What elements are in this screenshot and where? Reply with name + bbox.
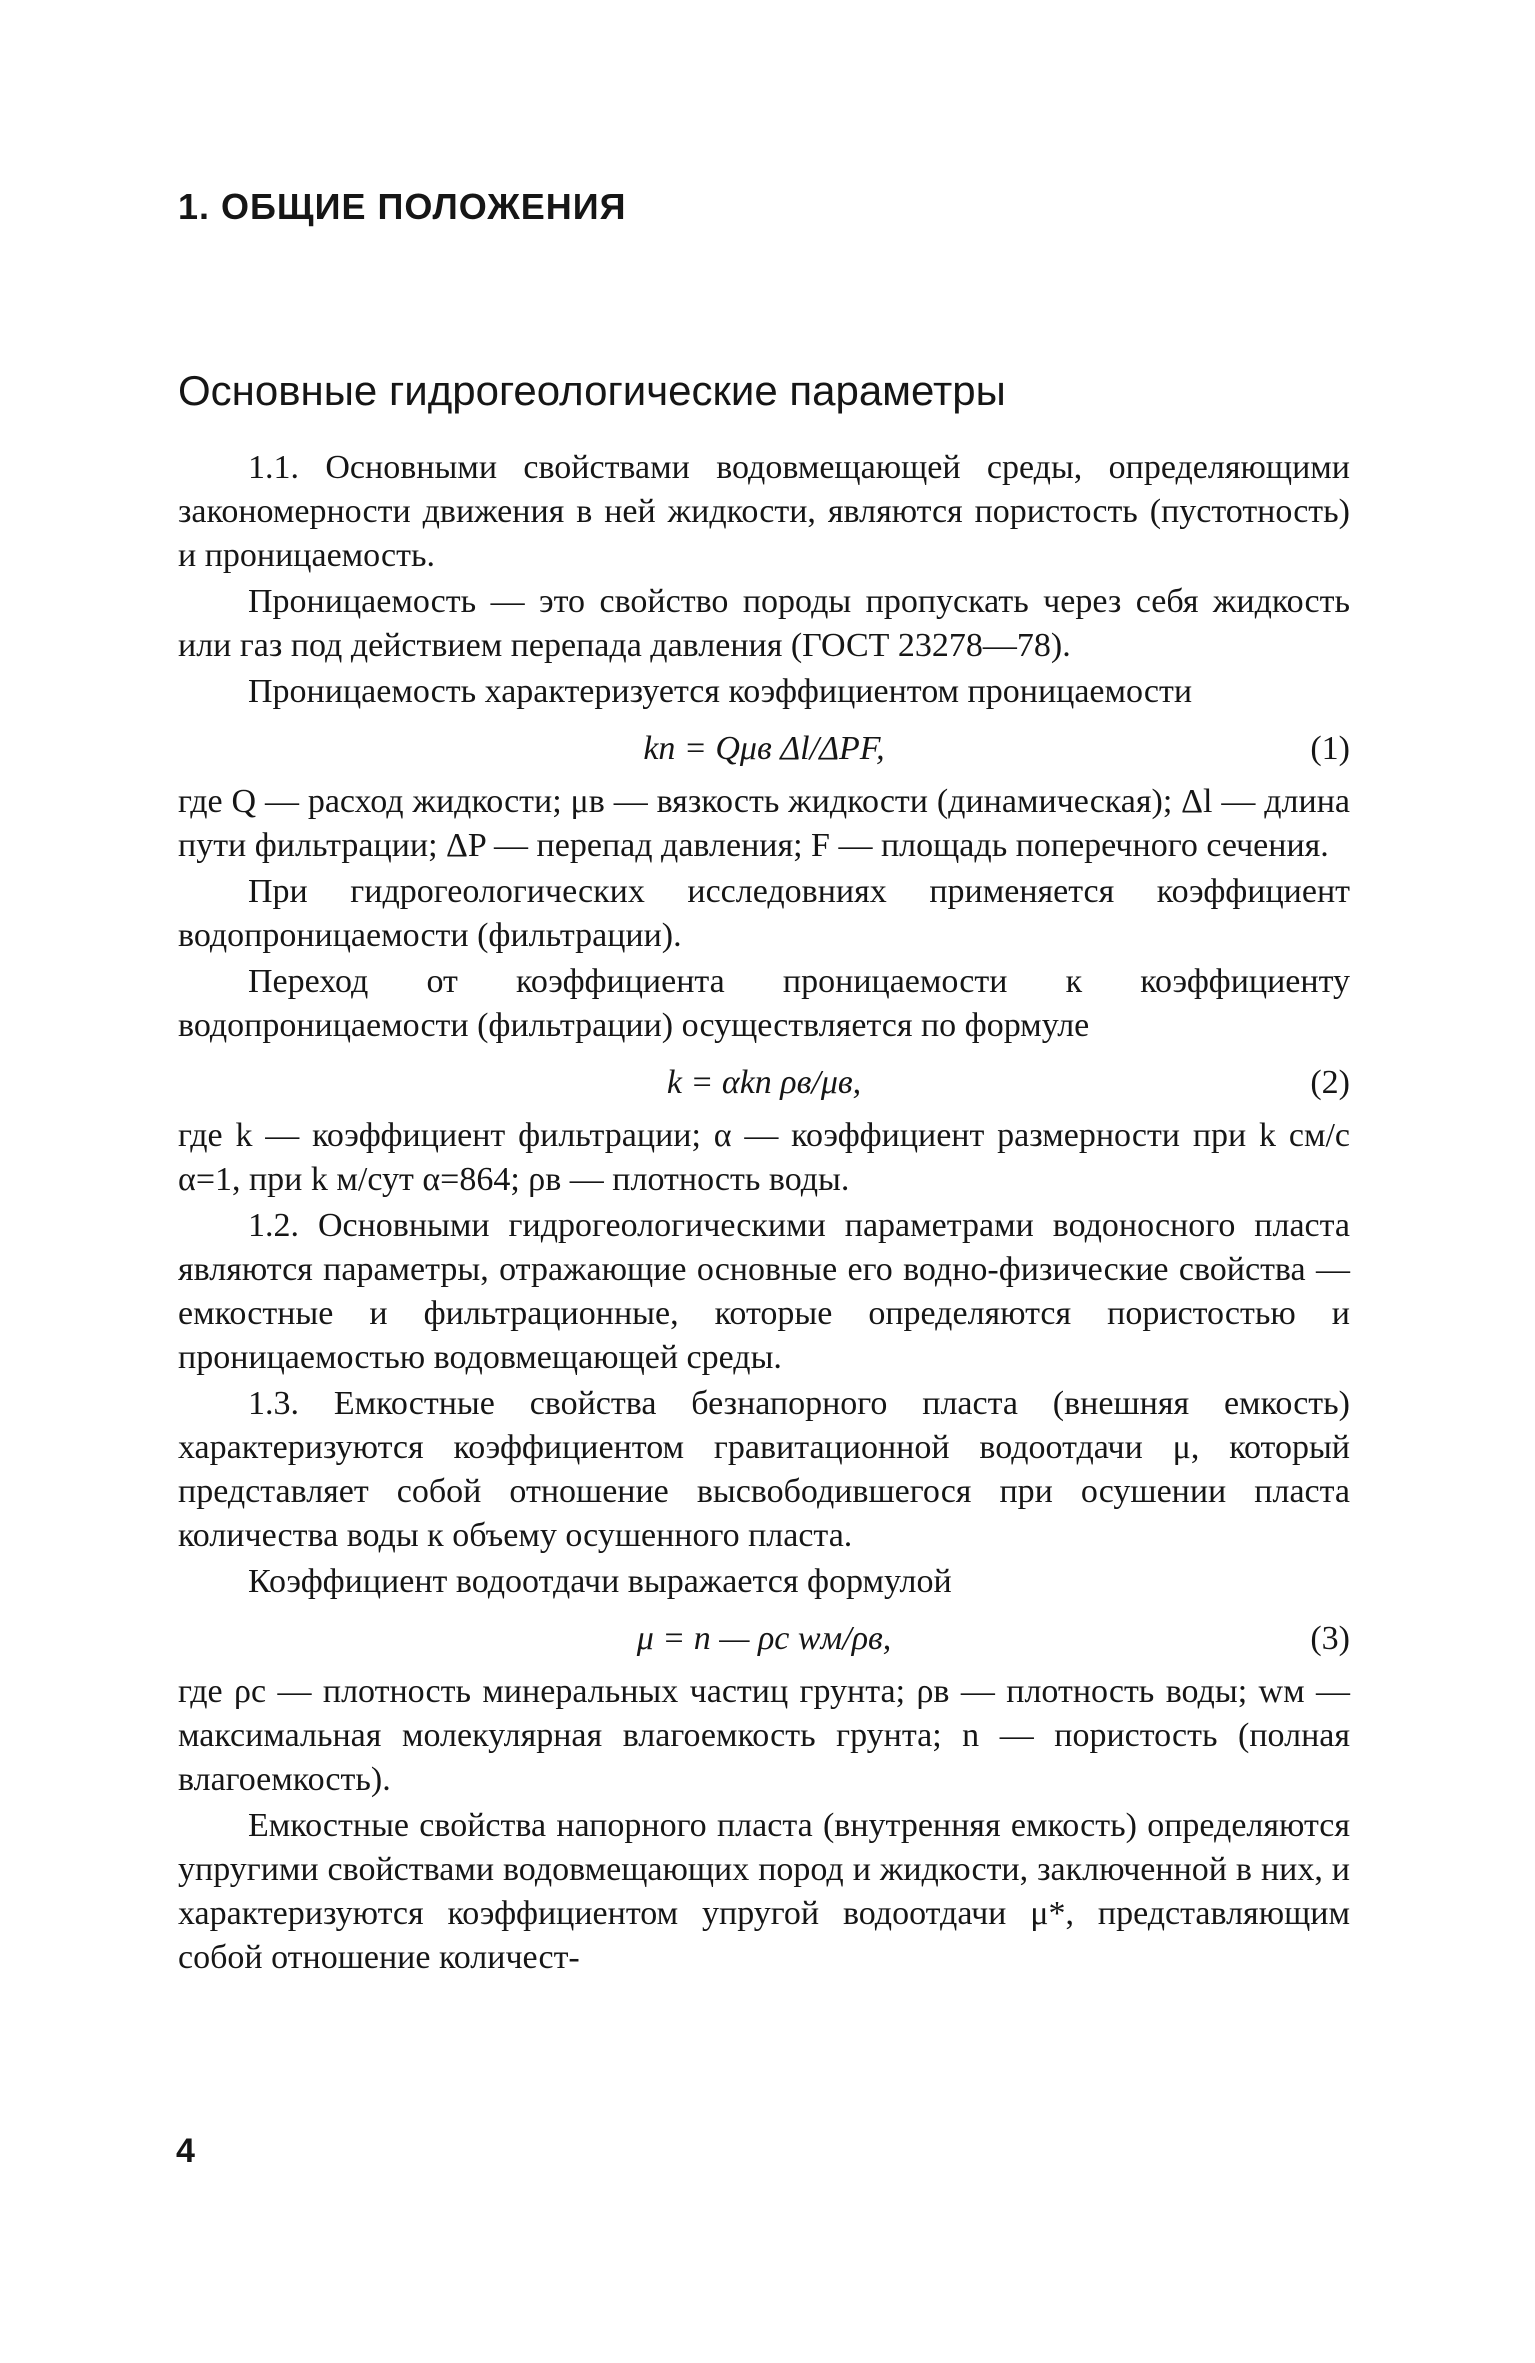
paragraph-formula-2-legend: где k — коэффициент фильтрации; α — коэффициент размерности при k см/с α=1, при k м/сут α=864; ρв — плотность воды. — [178, 1117, 1350, 1198]
paragraph-water-permeability: При гидрогеологических исследовниях применяется коэффициент водопроницаемости (фильтрации). — [178, 873, 1350, 954]
section-title: Основные гидрогеологические параметры — [178, 367, 1006, 414]
formula-2 — [178, 1056, 1350, 1110]
paragraph-permeability-definition: Проницаемость — это свойство породы пропускать через себя жидкость или газ под действием перепада давления (ГОСТ 23278—78). — [178, 583, 1350, 664]
paragraph-1-2: 1.2. Основными гидрогеологическими параметрами водоносного пласта являются параметры, отражающие основные его водно-физические свойства — емкостные и фильтрационные, которые определяются пористостью и проницаемостью водовмещающей среды. — [178, 1207, 1350, 1376]
formula-expression: k = αkп ρв/μв, — [666, 1064, 862, 1101]
paragraph-confined-capacity: Емкостные свойства напорного пласта (внутренняя емкость) определяются упругими свойствами водовмещающих пород и жидкости, заключенной в них, и характеризуются коэффициентом упругой водоотдачи μ*, представляющим собой отношение количест- — [178, 1807, 1350, 1976]
paragraph-transition: Переход от коэффициента проницаемости к коэффициенту водопроницаемости (фильтрации) осуществляется по формуле — [178, 963, 1350, 1044]
formula-number: (1) — [1310, 730, 1350, 767]
formula-number: (3) — [1310, 1620, 1350, 1657]
paragraph-1-1: 1.1. Основными свойствами водовмещающей среды, определяющими закономерности движения в ней жидкости, являются пористость (пустотность) и проницаемость. — [178, 449, 1350, 574]
paragraph-permeability-coefficient: Проницаемость характеризуется коэффициентом проницаемости — [248, 673, 1193, 710]
formula-expression: μ = n — ρс wм/ρв, — [636, 1620, 892, 1657]
paragraph-1-3: 1.3. Емкостные свойства безнапорного пласта (внешняя емкость) характеризуются коэффициентом гравитационной водоотдачи μ, который представляет собой отношение высвободившегося при осушении пласта количества воды к объему осушенного пласта. — [178, 1385, 1350, 1554]
page-number: 4 — [176, 2132, 195, 2170]
paragraph-formula-3-legend: где ρс — плотность минеральных частиц грунта; ρв — плотность воды; wм — максимальная молекулярная влагоемкость грунта; n — пористость (полная влагоемкость). — [178, 1673, 1350, 1798]
chapter-title: 1. ОБЩИЕ ПОЛОЖЕНИЯ — [178, 186, 627, 227]
formula-1 — [178, 722, 1350, 776]
paragraph-yield-coefficient: Коэффициент водоотдачи выражается формулой — [248, 1563, 952, 1600]
formula-expression: kп = Qμв Δl/ΔPF, — [643, 730, 885, 767]
body-text — [178, 446, 1350, 1980]
formula-3 — [178, 1612, 1350, 1666]
paragraph-formula-1-legend: где Q — расход жидкости; μв — вязкость жидкости (динамическая); Δl — длина пути фильтрации; ΔP — перепад давления; F — площадь поперечного сечения. — [178, 783, 1350, 864]
formula-number: (2) — [1310, 1064, 1350, 1101]
